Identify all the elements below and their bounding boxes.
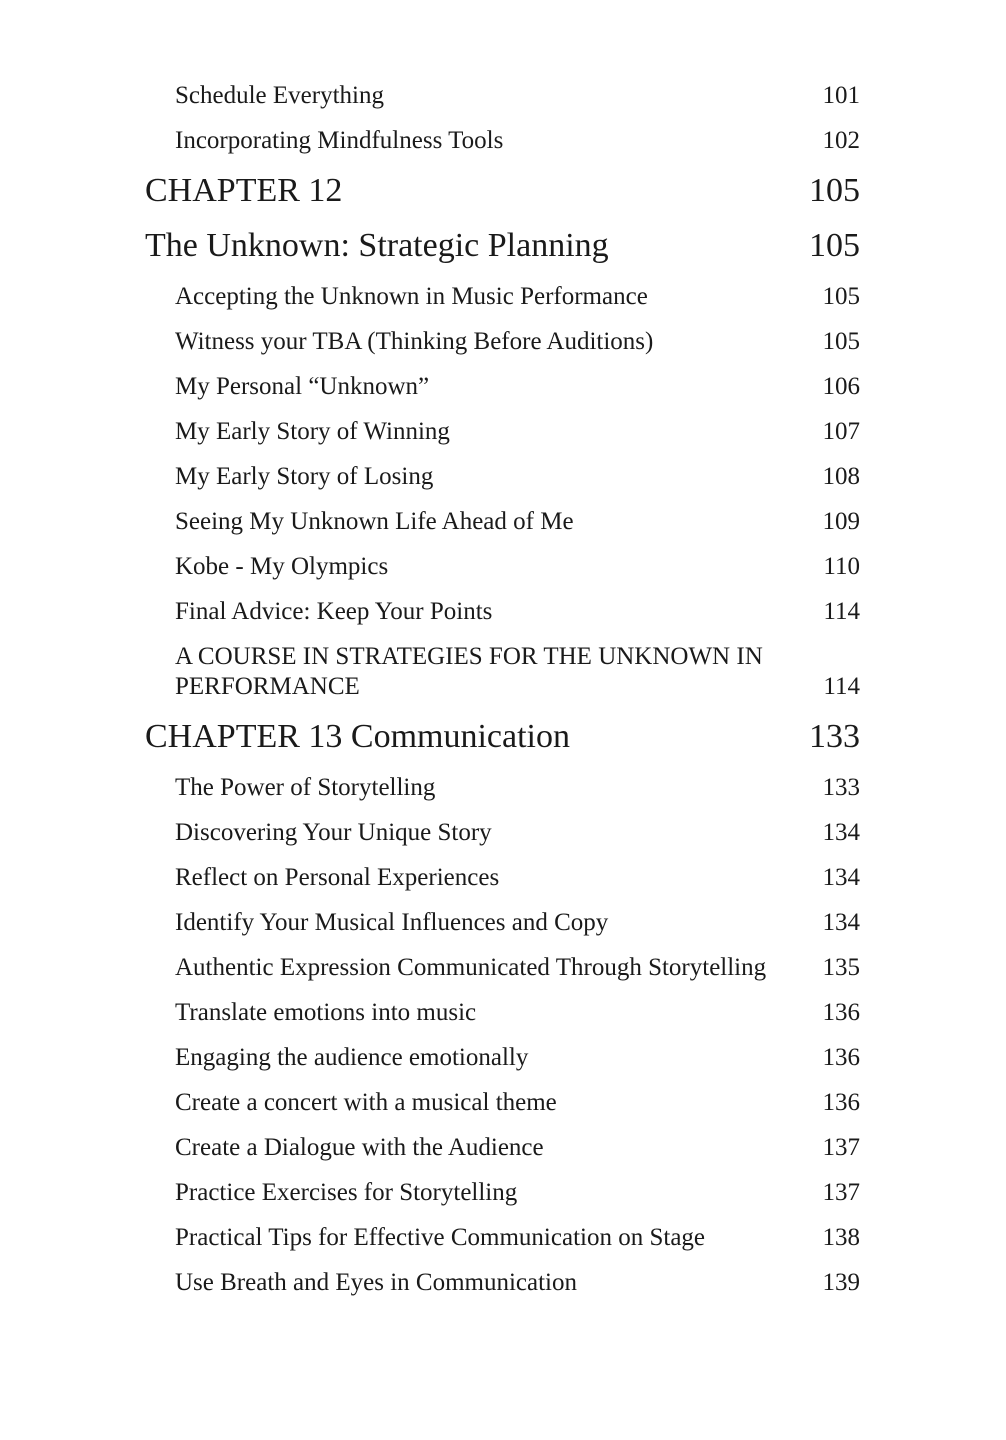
toc-entry-title: Accepting the Unknown in Music Performance (175, 283, 648, 310)
toc-entry-page: 137 (822, 1179, 860, 1206)
toc-entry-page: 135 (822, 954, 860, 981)
toc-entry-page: 136 (822, 999, 860, 1026)
toc-entry-page: 136 (822, 1089, 860, 1116)
toc-entry-page: 114 (823, 673, 860, 700)
toc-entry-page: 109 (822, 508, 860, 535)
toc-entry-page: 133 (822, 774, 860, 801)
toc-entry-page: 138 (822, 1224, 860, 1251)
toc-entry-title: Schedule Everything (175, 82, 384, 109)
toc-entry-title: My Early Story of Winning (175, 418, 450, 445)
toc-entry-title: Incorporating Mindfulness Tools (175, 127, 504, 154)
toc-chapter-title: CHAPTER 13 Communication (145, 718, 570, 755)
toc-entry-title: Seeing My Unknown Life Ahead of Me (175, 508, 574, 535)
toc-entry-title: Create a Dialogue with the Audience (175, 1134, 544, 1161)
toc-entry-page: 102 (822, 127, 860, 154)
toc-entry-title: Identify Your Musical Influences and Copy (175, 909, 609, 936)
toc-chapter-title: CHAPTER 12 (145, 172, 343, 209)
toc-entry-title: Use Breath and Eyes in Communication (175, 1269, 578, 1296)
toc-entry-page: 105 (822, 283, 860, 310)
toc-entry-title: Practical Tips for Effective Communication on Stage (175, 1224, 706, 1251)
toc-chapter-title: The Unknown: Strategic Planning (145, 227, 609, 264)
toc-entry-page: 139 (822, 1269, 860, 1296)
toc-entry-page: 136 (822, 1044, 860, 1071)
toc-entry-page: 106 (822, 373, 860, 400)
toc-entry-title: The Power of Storytelling (175, 774, 436, 801)
toc-entry-title: Authentic Expression Communicated Through Storytelling (175, 954, 767, 981)
toc-chapter-page: 133 (809, 718, 860, 755)
toc-entry-page: 134 (822, 909, 860, 936)
toc-entry-page: 134 (822, 819, 860, 846)
toc-entry-title: Kobe - My Olympics (175, 553, 389, 580)
toc-entry-title: Discovering Your Unique Story (175, 819, 492, 846)
toc-entry-title: My Early Story of Losing (175, 463, 434, 490)
toc-entry-title: Reflect on Personal Experiences (175, 864, 500, 891)
toc-entry-title: A COURSE IN STRATEGIES FOR THE UNKNOWN IN PERFORMANCE (175, 643, 763, 700)
toc-entry-page: 107 (822, 418, 860, 445)
toc-entry-title: Final Advice: Keep Your Points (175, 598, 493, 625)
toc-entry-title: Witness your TBA (Thinking Before Auditions) (175, 328, 654, 355)
toc-entry-page: 114 (823, 598, 860, 625)
toc-chapter-page: 105 (809, 172, 860, 209)
toc-entry-page: 134 (822, 864, 860, 891)
toc-entry-title: Translate emotions into music (175, 999, 477, 1026)
toc-entry-title: Engaging the audience emotionally (175, 1044, 529, 1071)
toc-entry-page: 137 (822, 1134, 860, 1161)
toc-entry-page: 108 (822, 463, 860, 490)
toc-entry-page: 101 (822, 82, 860, 109)
toc-entry-title: My Personal “Unknown” (175, 373, 430, 400)
toc-entry-title: Create a concert with a musical theme (175, 1089, 557, 1116)
toc-entry-page: 105 (822, 328, 860, 355)
toc-chapter-page: 105 (809, 227, 860, 264)
toc-entry-page: 110 (823, 553, 860, 580)
toc-entry-title: Practice Exercises for Storytelling (175, 1179, 518, 1206)
